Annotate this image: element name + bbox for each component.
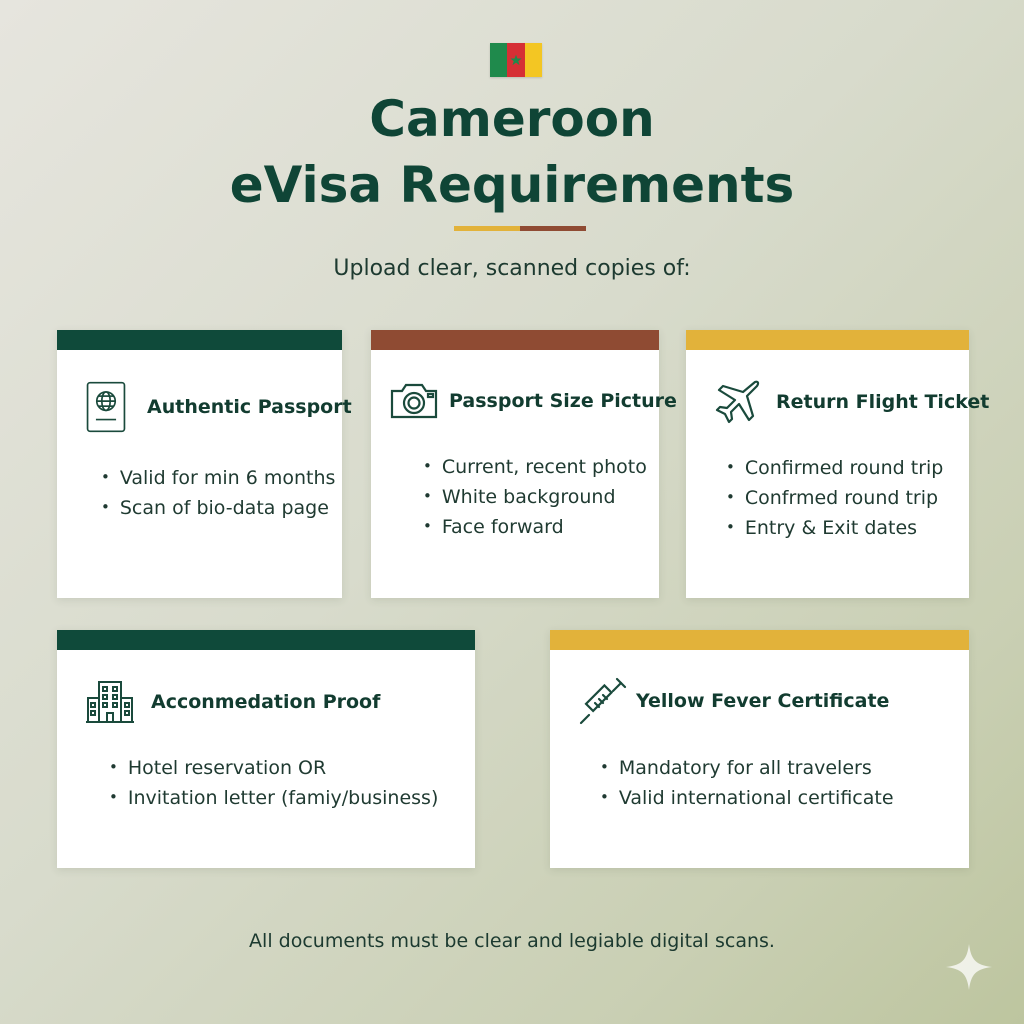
sparkle-icon	[944, 942, 994, 992]
subtitle: Upload clear, scanned copies of:	[333, 256, 691, 281]
syringe-icon	[576, 674, 630, 728]
building-icon	[83, 675, 137, 729]
card-title: Passport Size Picture	[449, 390, 677, 412]
camera-icon	[387, 374, 441, 428]
list-item: • Mandatory for all travelers	[600, 754, 894, 784]
card-title: Yellow Fever Certificate	[636, 690, 890, 712]
list-item: • Valid for min 6 months	[101, 464, 335, 494]
list-item: • Scan of bio-data page	[101, 494, 335, 524]
card-list	[101, 464, 335, 524]
card-accent-bar	[686, 330, 969, 350]
card-title: Acconmedation Proof	[151, 691, 381, 713]
cameroon-flag	[490, 43, 542, 77]
card-list	[109, 754, 438, 814]
airplane-icon	[710, 375, 764, 429]
list-item: • Face forward	[423, 513, 647, 543]
list-item: • Hotel reservation OR	[109, 754, 438, 784]
list-item: • Current, recent photo	[423, 453, 647, 483]
card-return-flight-ticket	[686, 330, 990, 598]
card-list	[423, 453, 647, 543]
card-authentic-passport	[57, 330, 352, 598]
page-title-line1: Cameroon	[369, 90, 655, 148]
list-item: • Entry & Exit dates	[726, 514, 943, 544]
card-accent-bar	[57, 330, 342, 350]
card-accent-bar	[371, 330, 659, 350]
card-passport-size-picture	[371, 330, 677, 598]
list-item: • Invitation letter (famiy/business)	[109, 784, 438, 814]
card-title: Authentic Passport	[147, 396, 352, 418]
card-accent-bar	[550, 630, 969, 650]
list-item: • Valid international certificate	[600, 784, 894, 814]
star-icon	[510, 54, 522, 66]
card-accommodation-proof	[57, 630, 475, 868]
list-item: • Confirmed round trip	[726, 454, 943, 484]
list-item: • Confrmed round trip	[726, 484, 943, 514]
title-divider	[454, 226, 586, 231]
card-accent-bar	[57, 630, 475, 650]
passport-icon	[79, 380, 133, 434]
card-list	[726, 454, 943, 544]
list-item: • White background	[423, 483, 647, 513]
card-title: Return Flight Ticket	[776, 391, 990, 413]
card-yellow-fever-certificate	[550, 630, 969, 868]
page-title-line2: eVisa Requirements	[229, 156, 795, 214]
card-list	[600, 754, 894, 814]
footer-note: All documents must be clear and legiable digital scans.	[249, 930, 775, 952]
